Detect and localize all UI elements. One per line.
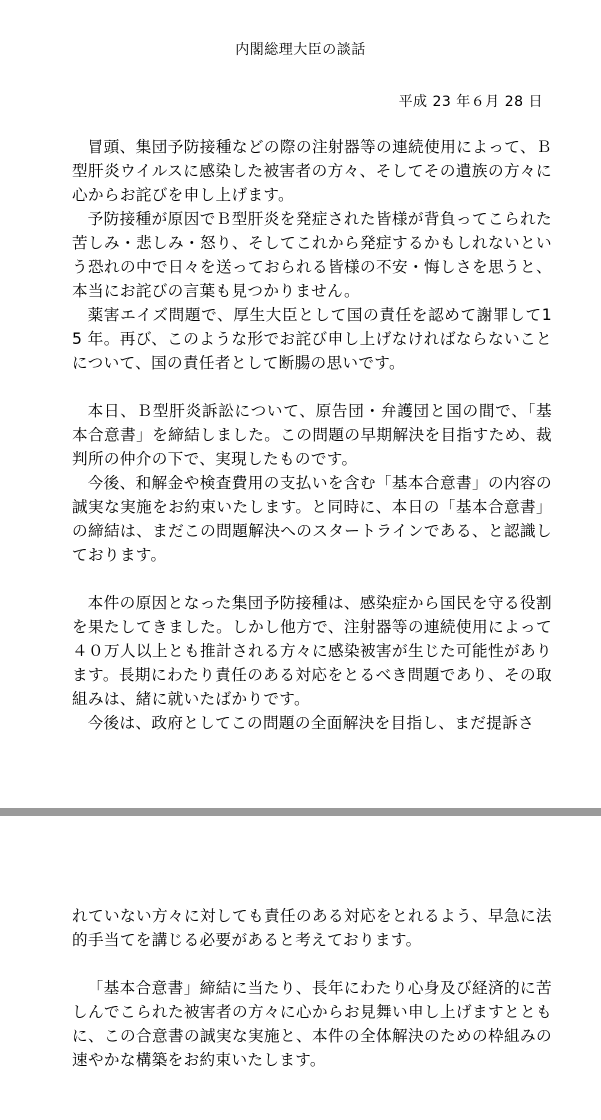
document-page-2 (0, 816, 601, 1120)
page-1-body (72, 135, 552, 735)
page-2-body (72, 904, 552, 1072)
paragraph-future-resolution-start: 今後は、政府としてこの問題の全面解決を目指し、まだ提訴さ (87, 714, 535, 732)
paragraph-vaccination-cause: 本件の原因となった集団予防接種は、感染症から国民を守る役割を果たしてきました。しかし他方で、注射器等の連続使用によって４０万人以上とも推計される方々に感染被害が生じた可能性があります。長期にわたり責任のある対応をとるべき問題であり、その取組みは、緒に就いたばかりです。 (72, 594, 552, 708)
paragraph-hiv-reference: 薬害エイズ問題で、厚生大臣として国の責任を認めて謝罪して15 年。再び、このような形でお詫び申し上げなければならないことについて、国の責任者として断腸の思いです。 (72, 306, 552, 372)
document-title: 内閣総理大臣の談話 (235, 42, 366, 58)
paragraph-basic-agreement: 本日、Ｂ型肝炎訴訟について、原告団・弁護団と国の間で、「基本合意書」を締結しました。この問題の早期解決を目指すため、裁判所の仲介の下で、実現したものです。 (72, 402, 552, 468)
paragraph-closing-sympathy: 「基本合意書」締結に当たり、長年にわたり心身及び経済的に苦しんでこられた被害者の方々に心からお見舞い申し上げますとともに、この合意書の誠実な実施と、本件の全体解決のための枠組みの速やかな構築をお約束いたします。 (72, 979, 552, 1069)
page-separator (0, 808, 601, 816)
paragraph-apology-opening: 冒頭、集団予防接種などの際の注射器等の連続使用によって、Ｂ型肝炎ウイルスに感染した被害者の方々、そしてその遺族の方々に心からお詫びを申し上げます。 (72, 138, 552, 204)
paragraph-future-resolution-continued: れていない方々に対しても責任のある対応をとれるよう、早急に法的手当てを講じる必要があると考えております。 (72, 907, 552, 949)
document-date: 平成 23 年６月 28 日 (398, 94, 543, 110)
paragraph-victims-suffering: 予防接種が原因でＢ型肝炎を発症された皆様が背負ってこられた苦しみ・悲しみ・怒り、そしてこれから発症するかもしれないという恐れの中で日々を送っておられる皆様の不安・悔しさを思うと、本当にお詫びの言葉も見つかりません。 (72, 210, 552, 300)
paragraph-agreement-implementation: 今後、和解金や検査費用の支払いを含む「基本合意書」の内容の誠実な実施をお約束いたします。と同時に、本日の「基本合意書」の締結は、まだこの問題解決へのスタートラインである、と認識しております。 (72, 474, 552, 564)
